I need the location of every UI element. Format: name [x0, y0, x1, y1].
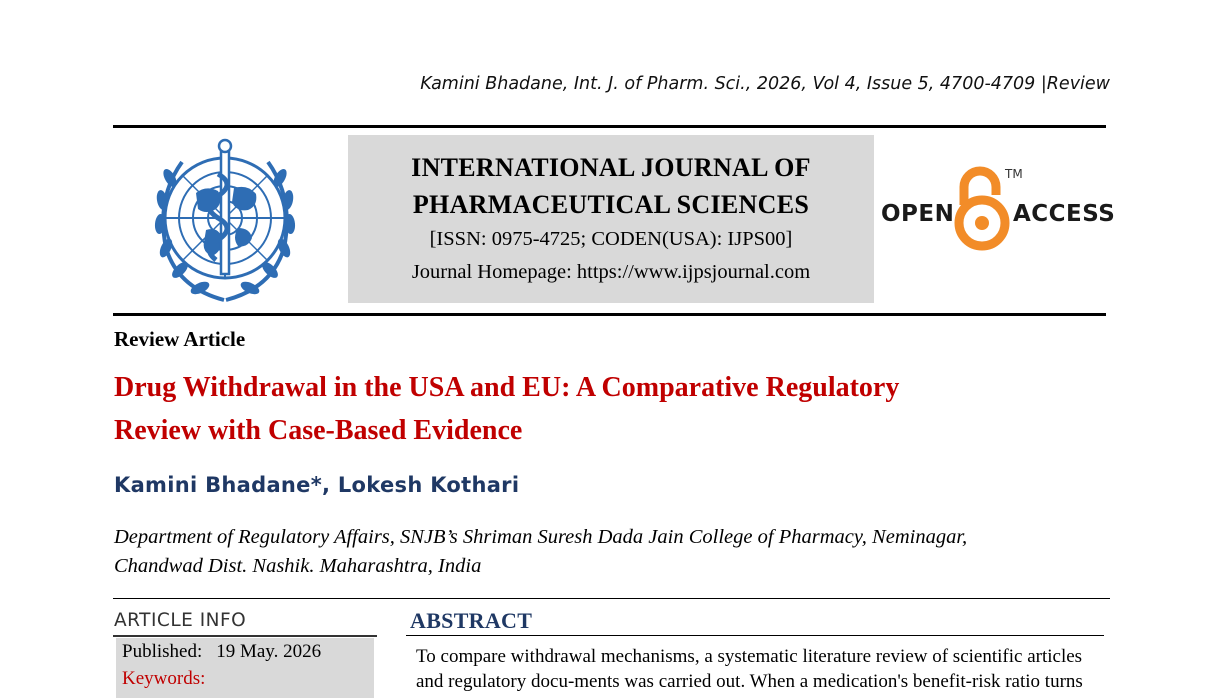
- journal-homepage[interactable]: Journal Homepage: https://www.ijpsjournal.com: [411, 261, 811, 283]
- article-title-line1: Drug Withdrawal in the USA and EU: A Comparative Regulatory: [114, 372, 900, 403]
- abstract-rule: [406, 635, 1104, 636]
- affiliation-line2: Chandwad Dist. Nashik. Maharashtra, India: [114, 555, 482, 577]
- journal-emblem-icon: [126, 138, 324, 306]
- open-access-open-label: OPEN: [881, 201, 955, 227]
- abstract-line1: To compare withdrawal mechanisms, a systematic literature review of scientific articles: [416, 646, 1083, 667]
- article-info-box: [116, 638, 374, 698]
- running-head: Kamini Bhadane, Int. J. of Pharm. Sci., 2026, Vol 4, Issue 5, 4700-4709 |Review: [420, 74, 1110, 94]
- article-info-rule: [113, 635, 377, 637]
- published-label: Published:: [122, 641, 203, 662]
- journal-title-line1: INTERNATIONAL JOURNAL OF: [411, 153, 811, 182]
- section-divider: [113, 598, 1110, 599]
- article-info-heading: ARTICLE INFO: [114, 610, 247, 631]
- author-affiliation: [114, 523, 1114, 581]
- open-access-badge: [880, 165, 1116, 255]
- masthead-bottom-rule: [113, 313, 1106, 316]
- open-access-access-label: ACCESS: [1013, 201, 1116, 227]
- abstract-text: [416, 644, 1112, 694]
- abstract-line2: and regulatory docu-ments was carried out. When a medication's benefit-risk ratio turns: [416, 671, 1083, 692]
- affiliation-line1: Department of Regulatory Affairs, SNJB’s Shriman Suresh Dada Jain College of Pharmacy, Neminagar,: [114, 526, 968, 548]
- article-type: Review Article: [114, 327, 246, 351]
- journal-title-line2: PHARMACEUTICAL SCIENCES: [412, 190, 810, 219]
- article-title: [114, 366, 1114, 452]
- article-title-line2: Review with Case-Based Evidence: [114, 415, 523, 446]
- abstract-heading: ABSTRACT: [410, 608, 533, 633]
- trademark-mark: TM: [1005, 167, 1023, 181]
- published-date: 19 May. 2026: [216, 641, 322, 662]
- journal-issn: [ISSN: 0975-4725; CODEN(USA): IJPS00]: [429, 228, 793, 250]
- published-row: [122, 641, 321, 663]
- keywords-label: Keywords:: [122, 668, 206, 689]
- top-rule: [113, 125, 1106, 128]
- journal-masthead: [348, 135, 874, 303]
- article-authors: Kamini Bhadane*, Lokesh Kothari: [114, 473, 520, 497]
